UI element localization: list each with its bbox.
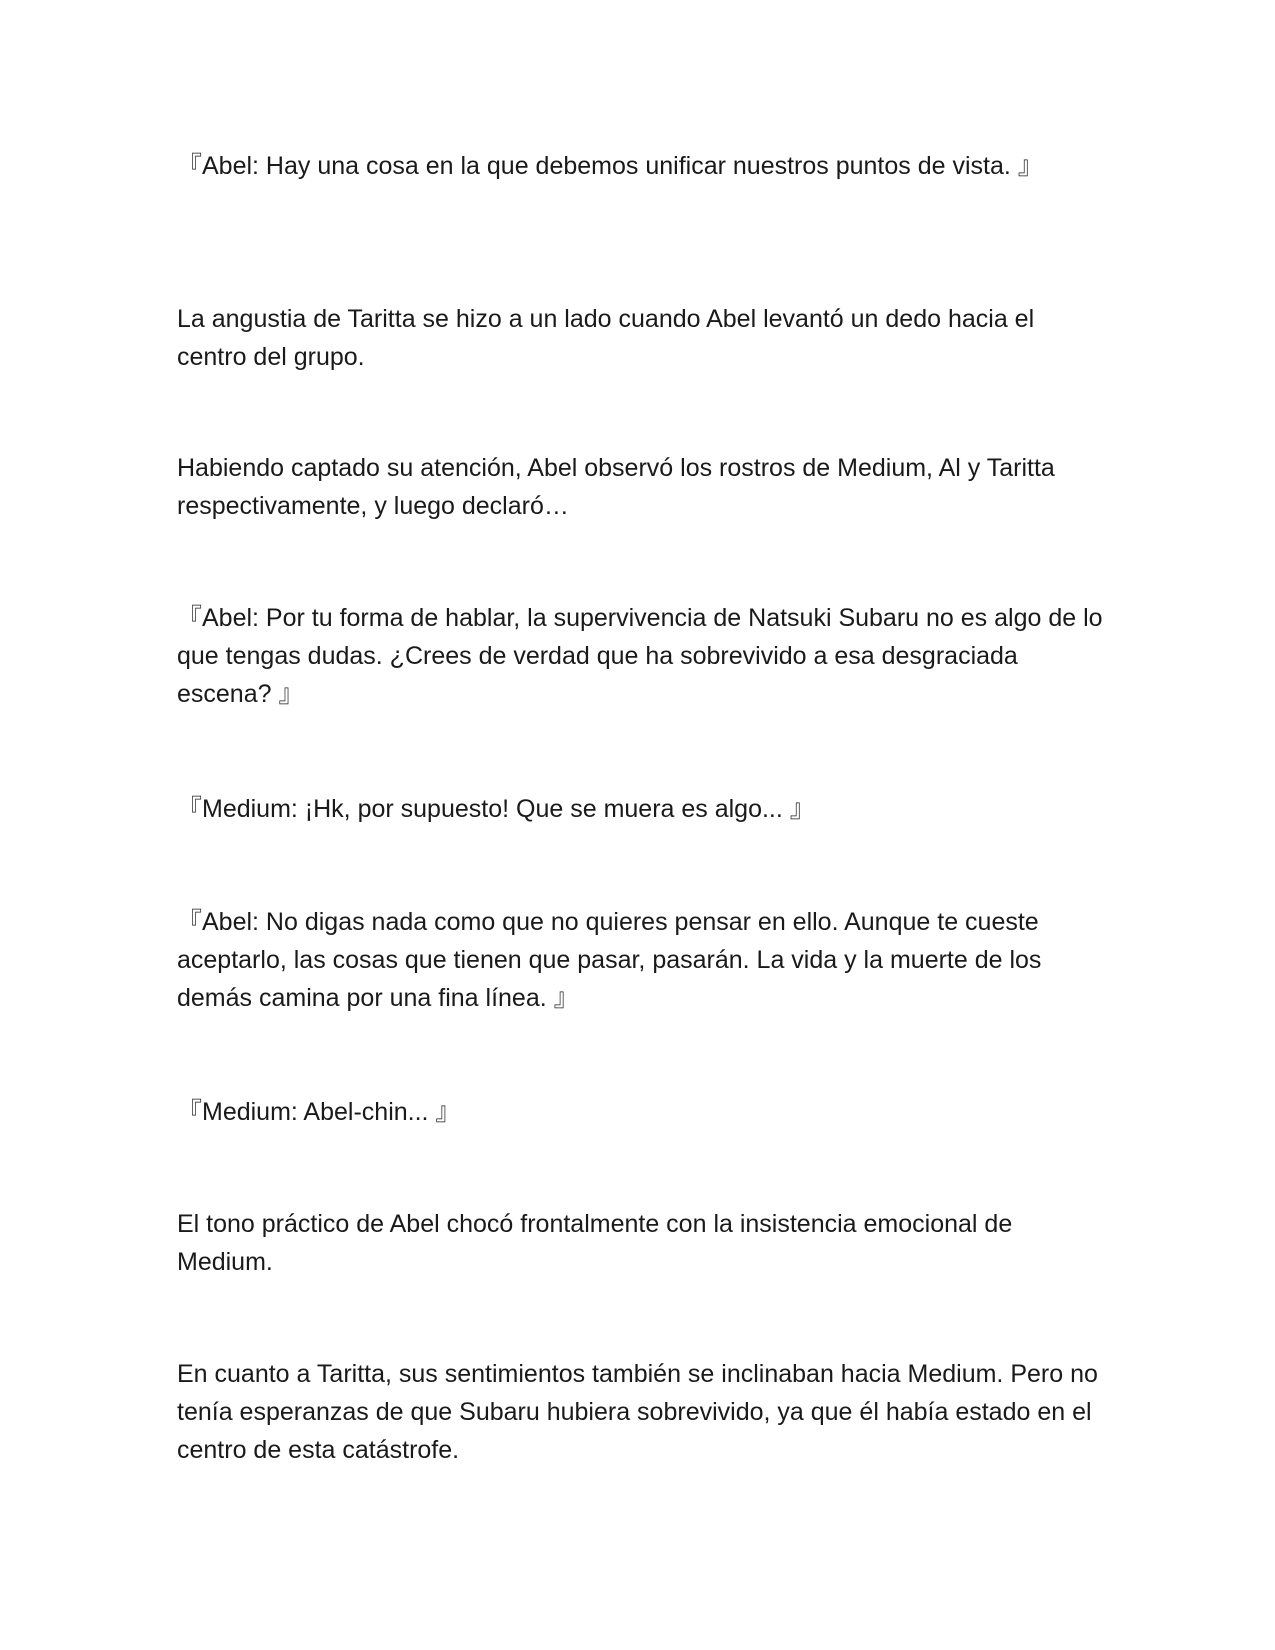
paragraph-dialogue-medium-1: 『Medium: ¡Hk, por supuesto! Que se muera es algo... 』 — [177, 795, 815, 823]
paragraph-dialogue-abel-2: 『Abel: Por tu forma de hablar, la supervivencia de Natsuki Subaru no es algo de lo que tengas dudas. ¿Crees de verdad que ha sobrevivido a esa desgraciada escena? 』 — [177, 604, 1103, 708]
paragraph-narration-1: La angustia de Taritta se hizo a un lado cuando Abel levantó un dedo hacia el centro del grupo. — [177, 305, 1035, 371]
paragraph-narration-4: En cuanto a Taritta, sus sentimientos también se inclinaban hacia Medium. Pero no tenía esperanzas de que Subaru hubiera sobrevivido, ya que él había estado en el centro de esta catástrofe. — [177, 1360, 1098, 1464]
paragraph-narration-3: El tono práctico de Abel chocó frontalmente con la insistencia emocional de Medium. — [177, 1210, 1013, 1276]
paragraph-dialogue-abel-3: 『Abel: No digas nada como que no quieres pensar en ello. Aunque te cueste aceptarlo, las cosas que tienen que pasar, pasarán. La vida y la muerte de los demás camina por una fina línea. 』 — [177, 908, 1042, 1012]
paragraph-dialogue-medium-2: 『Medium: Abel-chin... 』 — [177, 1098, 461, 1126]
paragraph-narration-2: Habiendo captado su atención, Abel observó los rostros de Medium, Al y Taritta respectivamente, y luego declaró… — [177, 454, 1055, 520]
paragraph-dialogue-abel-1: 『Abel: Hay una cosa en la que debemos unificar nuestros puntos de vista. 』 — [177, 152, 1043, 180]
